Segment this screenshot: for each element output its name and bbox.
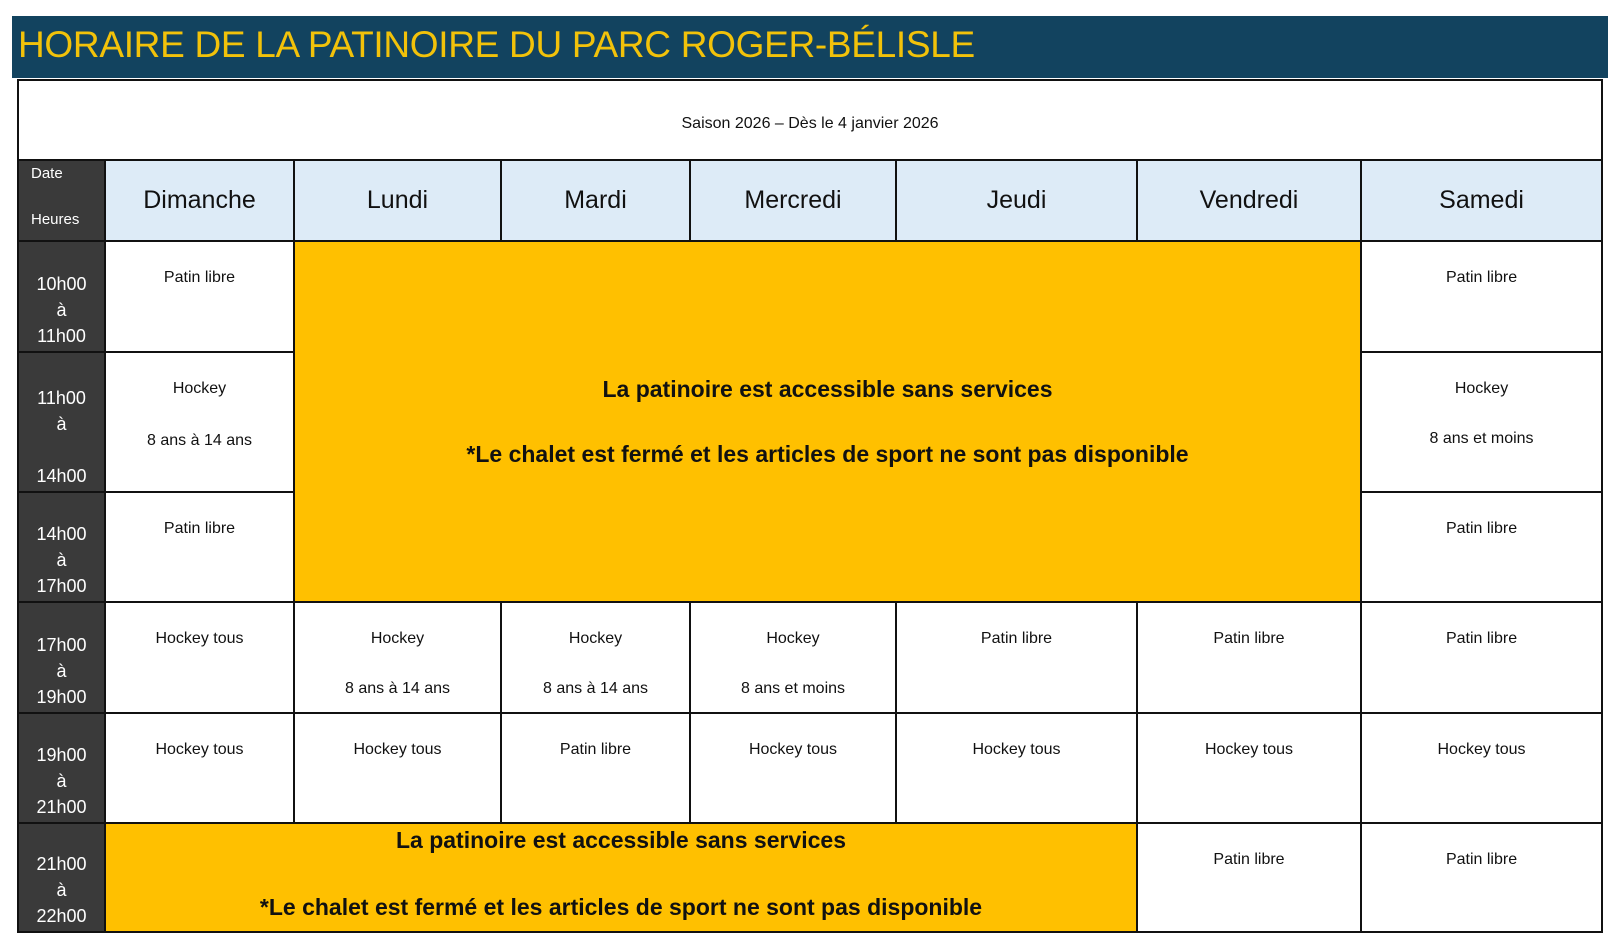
schedule-table — [17, 79, 1603, 933]
time-slot: 14h00 à 17h00 — [18, 492, 105, 602]
schedule-cell: Hockey tous — [690, 713, 896, 823]
time-slot: 21h00 à 22h00 — [18, 823, 105, 932]
schedule-cell: Hockey 8 ans à 14 ans — [501, 602, 690, 713]
notice-line2: *Le chalet est fermé et les articles de sport ne sont pas disponible — [466, 440, 1189, 467]
schedule-cell: Patin libre — [1137, 602, 1361, 713]
day-header-dimanche: Dimanche — [105, 160, 294, 241]
time-slot: 19h00 à 21h00 — [18, 713, 105, 823]
schedule-cell: Hockey 8 ans à 14 ans — [105, 352, 294, 492]
schedule-cell: Patin libre — [896, 602, 1137, 713]
date-label: Date — [31, 165, 63, 182]
notice-evening — [105, 823, 1137, 932]
time-slot: 10h00 à 11h00 — [18, 241, 105, 352]
schedule-cell: Patin libre — [1361, 602, 1602, 713]
schedule-cell: Hockey 8 ans à 14 ans — [294, 602, 501, 713]
day-header-mardi: Mardi — [501, 160, 690, 241]
schedule-cell: Patin libre — [1361, 823, 1602, 932]
schedule-cell: Hockey tous — [896, 713, 1137, 823]
schedule-cell: Patin libre — [501, 713, 690, 823]
notice-line2: *Le chalet est fermé et les articles de sport ne sont pas disponible — [259, 894, 983, 920]
schedule-cell: Patin libre — [1361, 492, 1602, 602]
notice-line1: La patinoire est accessible sans services — [395, 827, 847, 853]
time-slot: 17h00 à 19h00 — [18, 602, 105, 713]
schedule-cell: Patin libre — [105, 492, 294, 602]
day-header-mercredi: Mercredi — [690, 160, 896, 241]
schedule-cell: Patin libre — [105, 241, 294, 352]
season-text: Saison 2026 – Dès le 4 janvier 2026 — [681, 115, 939, 132]
schedule-cell: Hockey tous — [1137, 713, 1361, 823]
schedule-cell: Hockey 8 ans et moins — [690, 602, 896, 713]
time-slot: 11h00 à 14h00 — [18, 352, 105, 492]
schedule-cell: Hockey 8 ans et moins — [1361, 352, 1602, 492]
season-heading — [18, 80, 1602, 160]
corner-header — [18, 160, 105, 241]
notice-line1: La patinoire est accessible sans services — [602, 375, 1053, 402]
schedule-cell: Hockey tous — [105, 602, 294, 713]
day-header-samedi: Samedi — [1361, 160, 1602, 241]
notice-weekday-daytime — [294, 241, 1361, 602]
schedule-cell: Hockey tous — [294, 713, 501, 823]
heures-label: Heures — [31, 211, 80, 228]
schedule-cell: Patin libre — [1361, 241, 1602, 352]
schedule-cell: Hockey tous — [105, 713, 294, 823]
day-header-lundi: Lundi — [294, 160, 501, 241]
schedule-cell: Patin libre — [1137, 823, 1361, 932]
day-header-jeudi: Jeudi — [896, 160, 1137, 241]
day-header-vendredi: Vendredi — [1137, 160, 1361, 241]
title-banner — [12, 16, 1608, 78]
page-title: HORAIRE DE LA PATINOIRE DU PARC ROGER-BÉLISLE — [18, 24, 975, 65]
schedule-cell: Hockey tous — [1361, 713, 1602, 823]
